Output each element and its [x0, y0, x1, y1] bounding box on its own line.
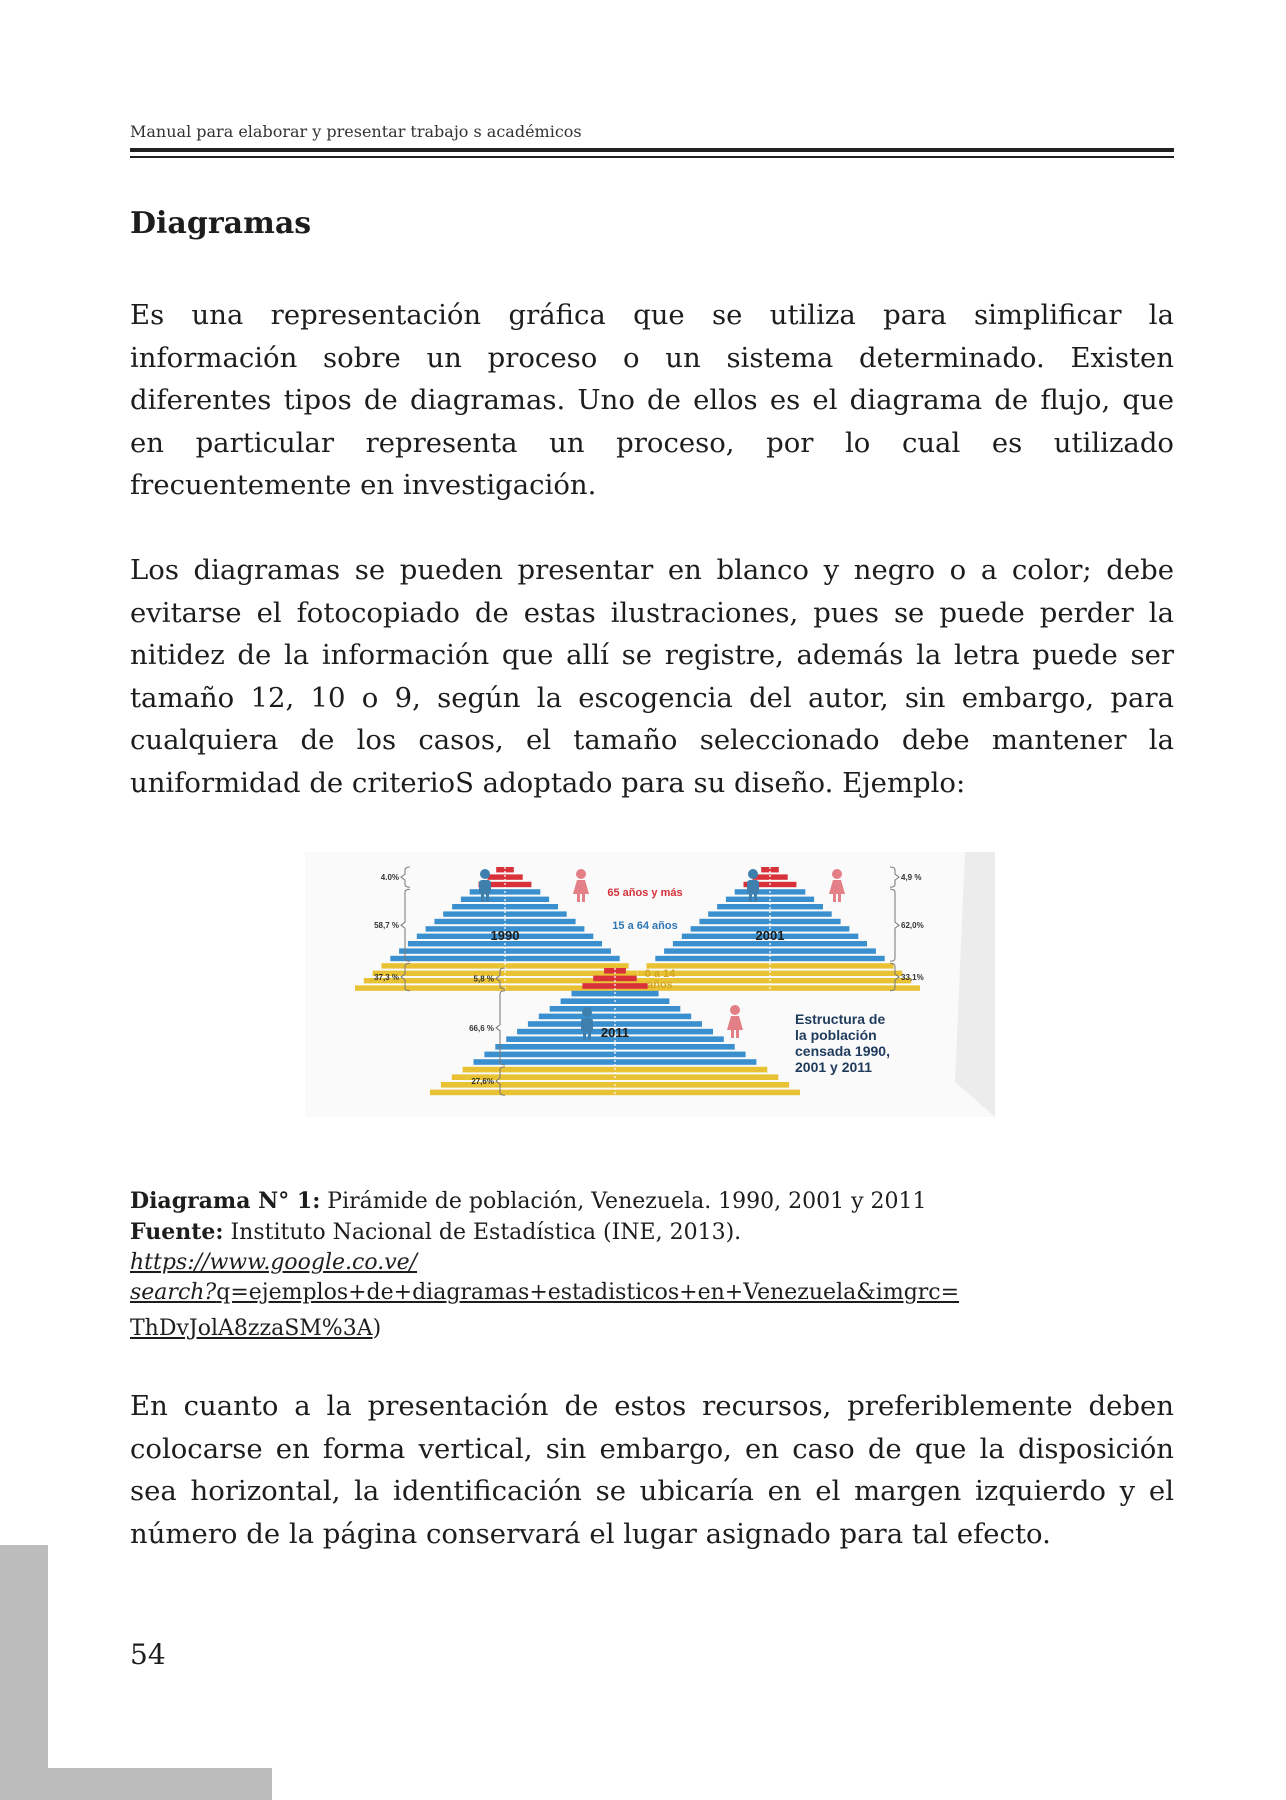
source-url-line3[interactable]: ThDvJolA8zzaSM%3A) [130, 1316, 382, 1341]
running-header: Manual para elaborar y presentar trabajo s académicos [130, 122, 582, 141]
paragraph-presentation: Los diagramas se pueden presentar en blanco y negro o a color; debe evitarse el fotocopiado de estas ilustraciones, pues se puede perder la nitidez de la información que allí se registre, además la letra puede ser tamaño 12, 10 o 9, según la escogencia del autor, sin embargo, para cualquiera de los casos, el tamaño seleccionado debe mantener la uniformidad de criterioS adoptado para su diseño. Ejemplo: [130, 554, 1174, 799]
pyramid-year-label-2001: 2001 [755, 928, 785, 943]
pyramid-1990-bracket [401, 867, 410, 887]
source-text: Instituto Nacional de Estadística (INE, 2013). [223, 1220, 742, 1245]
pyramid-1990-percent-label: 58,7 % [374, 921, 399, 931]
figure-title-line2: la población [795, 1027, 877, 1043]
source-url-line2[interactable]: search?q=ejemplos+de+diagramas+estadisticos+en+Venezuela&imgrc= [130, 1280, 960, 1305]
female-icon [573, 869, 589, 902]
caption-line1 [130, 1186, 1174, 1217]
decorative-gray-bar-horizontal [48, 1768, 272, 1800]
population-pyramid-figure [305, 852, 995, 1117]
paragraph-orientation: En cuanto a la presentación de estos recursos, preferiblemente deben colocarse en forma vertical, sin embargo, en caso de que la disposición sea horizontal, la identificación se ubicaría en el margen izquierdo y el número de la página conservará el lugar asignado para tal efecto. [130, 1390, 1174, 1550]
population-pyramid-chart [305, 852, 995, 1117]
page-number: 54 [130, 1638, 166, 1671]
source-label: Fuente: [130, 1219, 224, 1245]
label-elderly: 65 años y más [607, 887, 683, 899]
pyramid-2011-percent-label: 5,8 % [473, 974, 494, 984]
figure-title-line4: 2001 y 2011 [795, 1059, 873, 1075]
pyramid-1990-percent-label: 4.0% [380, 873, 399, 883]
source-url-line1[interactable]: https://www.google.co.ve/ [130, 1250, 418, 1275]
label-adults: 15 a 64 años [612, 920, 678, 932]
header-rule-thin [130, 156, 1174, 158]
pyramid-1990-percent-label: 37,3 % [374, 973, 399, 982]
pyramid-2001-bracket [890, 867, 899, 887]
label-children-line1: 0 a 14 [644, 968, 676, 980]
caption-text: Pirámide de población, Venezuela. 1990, 2001 y 2011 [320, 1189, 927, 1214]
page-curl-shadow [955, 852, 995, 1117]
decorative-gray-bar-vertical [0, 1545, 48, 1800]
pyramid-2011-percent-label: 66,6 % [469, 1023, 494, 1033]
paragraph-definition: Es una representación gráfica que se utiliza para simplificar la información sobre un proceso o un sistema determinado. Existen diferentes tipos de diagramas. Uno de ellos es el diagrama de flujo, que en particular representa un proceso, por lo cual es utilizado frecuentemente en investigación. [130, 299, 1174, 501]
female-icon [727, 1005, 743, 1038]
pyramid-2011-percent-label: 27,6% [471, 1077, 494, 1086]
female-icon [829, 869, 845, 902]
pyramid-2001-bracket [890, 889, 899, 961]
pyramid-year-label-2011: 2011 [600, 1025, 630, 1040]
pyramid-2001-percent-label: 4,9 % [901, 873, 922, 883]
label-children-line2: años [647, 979, 673, 991]
section-title: Diagramas [130, 206, 312, 241]
caption-label: Diagrama N° 1: [130, 1188, 321, 1214]
figure-title-line1: Estructura de [795, 1011, 886, 1027]
pyramid-year-label-1990: 1990 [490, 928, 520, 943]
figure-caption [130, 1186, 1174, 1344]
figure-title-line3: censada 1990, [795, 1043, 890, 1059]
caption-line2 [130, 1217, 1174, 1248]
pyramid-2001-percent-label: 62,0% [901, 921, 924, 931]
header-rule-thick [130, 148, 1174, 152]
pyramid-2001-percent-label: 33,1% [901, 973, 924, 982]
male-icon [581, 1007, 593, 1040]
